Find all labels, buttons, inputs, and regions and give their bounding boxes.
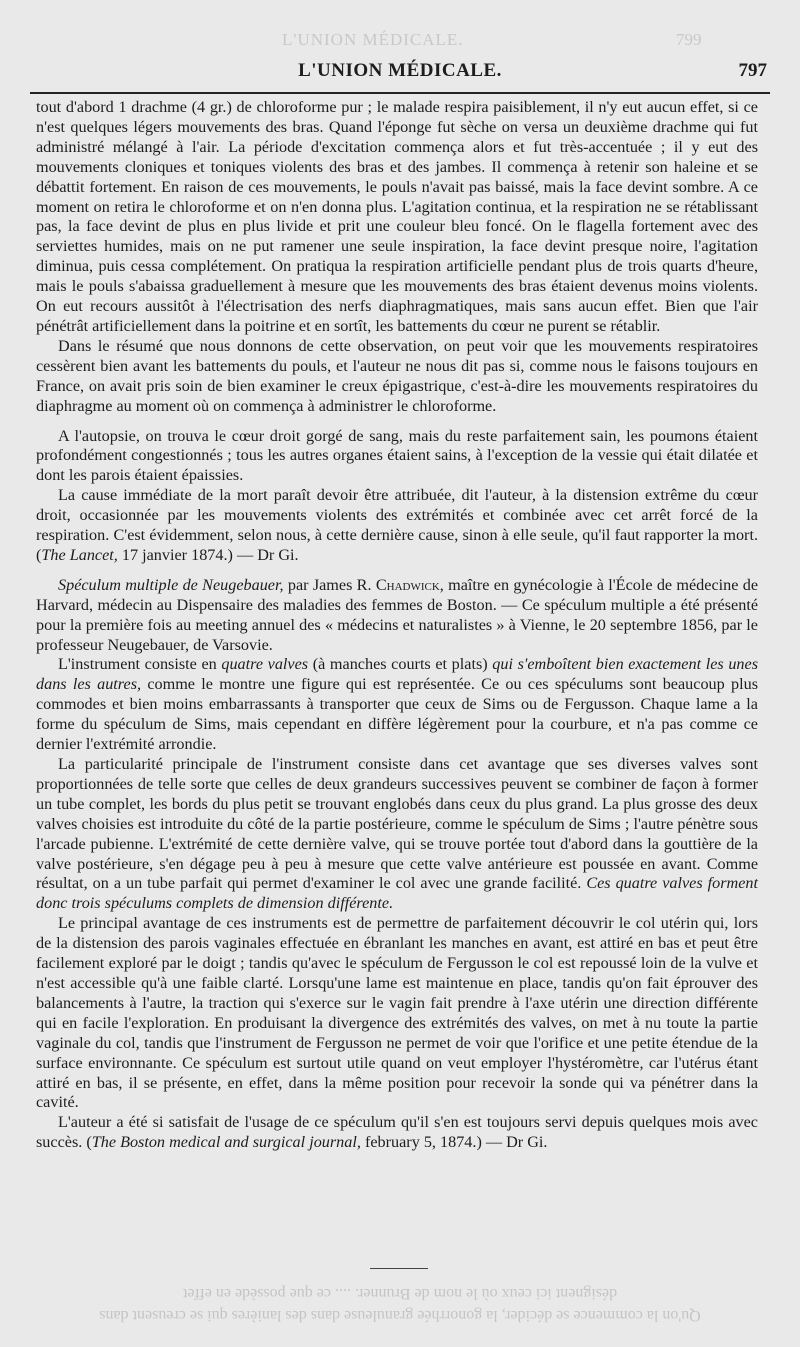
cause-text: La cause immédiate de la mort paraît devoir être attribuée, dit l'auteur, à la distension extrême du cœur droit, occasionnée par les mouvements violents des extrémités et combinée avec cet arrêt forcé de la respiration. C'est évidemment, selon nous, à cette dernière cause, sinon à elle seule, qu'il faut rapporter la mort. [36, 486, 758, 545]
journal-title: L'UNION MÉDICALE. [298, 60, 502, 81]
paragraph-cause-of-death: La cause immédiate de la mort paraît devoir être attribuée, dit l'auteur, à la distension extrême du cœur droit, occasionnée par les mouvements violents des extrémités et combinée avec cet arrêt forcé de la respiration. C'est évidemment, selon nous, à cette dernière cause, sinon à elle seule, qu'il faut rapporter la mort. (The Lancet, 17 janvier 1874.) — Dr Gi. [36, 486, 758, 564]
bleed-through-line-1: désignent ici ceux où le nom de Brunner. .... ce que possède en effet [182, 1285, 618, 1302]
page-number: 797 [738, 60, 767, 81]
intro-text: , maître en gynécologie à l'École de médecine de Harvard, médecin au Dispensaire des maladies des femmes de Boston. — Ce spéculum multiple a été présenté pour la première fois au meeting annuel des « médecins et naturalistes » à Vienne, le 20 septembre 1856, par le professeur Neugebauer, de Varsovie. [36, 575, 758, 654]
paragraph-instrument [36, 655, 758, 755]
bleed-through-line-2: Qu'on la commence se décider, la gonorrhée granuleuse dans des lanières qui se creusent dans [99, 1307, 701, 1324]
header-rule [30, 92, 770, 94]
article-body [36, 98, 758, 1153]
paragraph-particularity [36, 755, 758, 914]
instrument-text-a: L'instrument consiste en [58, 655, 222, 674]
citation-journal-boston: The Boston medical and surgical journal, [91, 1133, 361, 1152]
bleed-through-header: L'UNION MÉDICALE. [282, 30, 464, 49]
particularity-emphasis: Ces quatre valves forment donc trois spéculums complets de dimension différente. [36, 874, 758, 913]
paragraph-gap [36, 417, 758, 427]
paragraph-conclusion [36, 1113, 758, 1153]
running-header [30, 60, 770, 90]
paragraph-autopsy: A l'autopsie, on trouva le cœur droit gorgé de sang, mais du reste parfaitement sain, les poumons étaient profondément congestionnés ; tous les autres organes étaient sains, à l'exception de la vessie qui était dilatée et dont les parois étaient épaissies. [36, 426, 758, 485]
bleed-through-page-number: 799 [676, 30, 702, 49]
instrument-text-b: (à manches courts et plats) [308, 655, 493, 674]
paragraph-commentary: Dans le résumé que nous donnons de cette observation, on peut voir que les mouvements respiratoires cessèrent bien avant les battements du pouls, et l'auteur ne nous dit pas si, comme nous le faisons toujours en France, on avait pris soin de bien examiner le creux épigastrique, c'est-à-dire les mouvements respiratoires du diaphragme au moment où on commença à administrer le chloroforme. [36, 336, 758, 415]
end-rule [370, 1268, 428, 1269]
section-gap [36, 566, 758, 576]
citation-date-signature-2: february 5, 1874.) — Dr Gi. [360, 1133, 548, 1152]
paragraph-advantage: Le principal avantage de ces instruments est de permettre de parfaitement découvrir le col utérin qui, lors de la distension des parois vaginales effectuée en ébranlant les manches en avant, est attiré en bas et peut être facilement exploré par le doigt ; tandis qu'avec le spéculum de Fergusson le col est repoussé loin de la vulve et n'est accessible qu'à une faible clarté. Lorsqu'une lame est maintenue en place, tandis qu'on fait éprouver des balancements à l'autre, la traction qui s'exerce sur le vagin fait prendre à l'axe utérin une direction différente qui en facile l'exploration. En produisant la divergence des extrémités des valves, on met à nu toute la partie vaginale du col, tandis que l'instrument de Fergusson ne permet de voir que l'orifice et une petite étendue de la surface environnante. Ce spéculum est surtout utile quand on veut employer l'hystéromètre, car l'utérus étant attiré en bas, il se présente, en effet, dans la même position pour recevoir la sonde qui va pénétrer dans la cavité. [36, 914, 758, 1112]
byline-prefix: par James R. [283, 575, 376, 594]
instrument-text-c: comme le montre une figure qui est représentée. Ce ou ces spéculums sont beaucoup plus commodes et bien moins embarrassants à transporter que ceux de Sims ou de Fergusson. Chaque lame a la forme du spéculum de Sims, mais cependant en diffère légèrement pour la courbure, et n'a pas comme ce dernier l'extrémité arrondie. [36, 675, 758, 754]
author-name: Chadwick [375, 575, 440, 594]
citation-date-signature: 17 janvier 1874.) — Dr Gi. [117, 545, 299, 564]
article-title-speculum: Spéculum multiple de Neugebauer, [58, 575, 284, 594]
instrument-emphasis-valves: quatre valves [221, 655, 309, 674]
paragraph-continuation: tout d'abord 1 drachme (4 gr.) de chloroforme pur ; le malade respira paisiblement, il n'y eut aucun effet, si ce n'est quelques légers mouvements des bras. Quand l'éponge fut sèche on versa un deuxième drachme qui fut administré mélangé à l'air. La période d'excitation commença alors et fut très-accentuée ; il y eut des mouvements cloniques et toniques violents des bras et des jambes. Il commença à retenir son haleine et se débattit fortement. En raison de ces mouvements, le pouls n'avait pas baissé, mais la face devint sombre. A ce moment on retira le chloroforme et on n'en donna plus. L'agitation continua, et la respiration ne se rétablissant pas, la face devint de plus en plus livide et prit une couleur bleu foncé. On le flagella fortement avec des serviettes humides, mais on ne put ramener une seule inspiration, la face devint presque noire, l'agitation diminua, puis cessa complétement. On pratiqua la respiration artificielle pendant plus de trois quarts d'heure, mais le pouls s'abaissa graduellement à mesure que les mouvements des bras étaient devenus moins violents. On eut recours aussitôt à l'électrisation des nerfs diaphragmatiques, mais sans aucun effet. Bien que l'air pénétrât artificiellement dans la poitrine et en sortît, les battements du cœur ne purent se rétablir. [36, 98, 758, 335]
instrument-emphasis-fit: qui s'emboîtent bien exactement les unes dans les autres, [36, 655, 758, 694]
conclusion-text: L'auteur a été si satisfait de l'usage de ce spéculum qu'il s'en est toujours servi depuis quelques mois avec succès. ( [36, 1113, 758, 1152]
citation-journal-lancet: The Lancet, [41, 545, 118, 564]
paragraph-speculum-intro [36, 576, 758, 656]
particularity-text: La particularité principale de l'instrument consiste dans cet avantage que ses diverses valves sont proportionnées de telle sorte que celles de deux grandeurs successives peuvent se combiner de façon à former un tube complet, les bords du plus petit se trouvant englobés dans ceux du plus grand. La plus grosse des deux valves choisies est introduite du côté de la partie postérieure, comme le spéculum de Sims ; l'autre pénètre sous l'arcade pubienne. L'extrémité de cette dernière valve, qui se trouve portée tout d'abord dans la gouttière de la valve postérieure, s'en dégage peu à peu à mesure que cette valve antérieure est poussée en avant. Comme résultat, on a un tube parfait qui permet d'examiner le col avec une grande facilité. [36, 755, 758, 893]
